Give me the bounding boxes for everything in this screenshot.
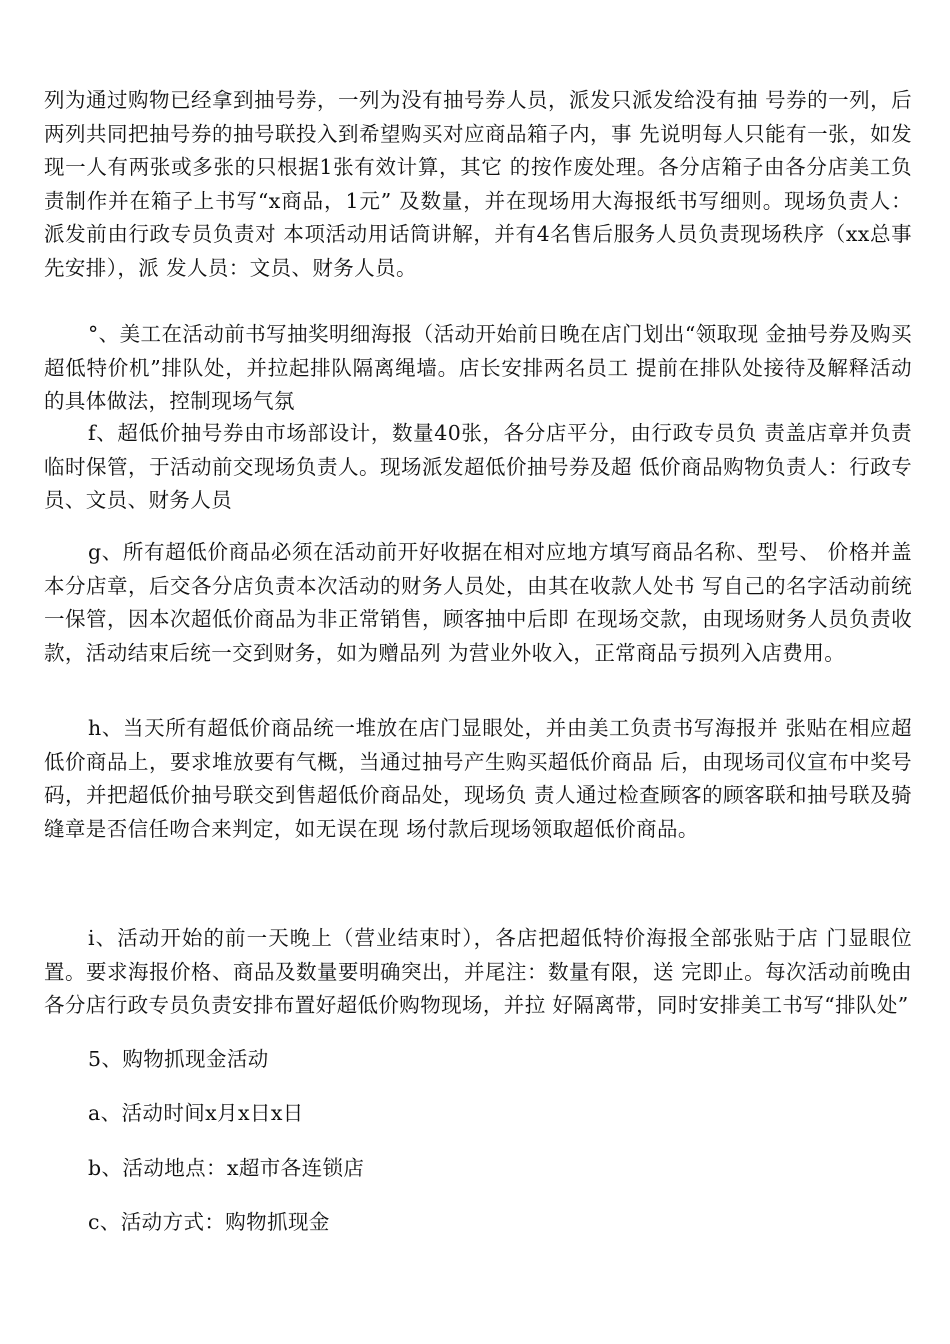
paragraph-queue-rules: 列为通过购物已经拿到抽号券，一列为没有抽号券人员，派发只派发给没有抽 号券的一列，后两列共同把抽号券的抽号联投入到希望购买对应商品箱子内，事 先说明每人只能有一张，如发现一人有两张或多张的只根据1张有效计算，其它 的按作废处理。各分店箱子由各分店美工负责制作并在箱子上书写“x商品，1元” 及数量，并在现场用大海报纸书写细则。现场负责人：派发前由行政专员负责对 本项活动用话筒讲解，并有4名售后服务人员负责现场秩序（xx总事先安排），派 发人员：文员、财务人员。 (44, 88, 912, 280)
section-heading-cash-grab: 5、购物抓现金活动 (88, 1047, 269, 1071)
paragraph-poster-item: °、美工在活动前书写抽奖明细海报（活动开始前日晚在店门划出“领取现 金抽号券及购买超低特价机”排队处，并拉起排队隔离绳墙。店长安排两名员工 提前在排队处接待及解释活动的具体做法，控制现场气氛 (44, 322, 912, 413)
paragraph-item-f: f、超低价抽号券由市场部设计，数量40张，各分店平分，由行政专员负 责盖店章并负责临时保管，于活动前交现场负责人。现场派发超低价抽号券及超 低价商品购物负责人：行政专员、文员、财务人员 (44, 421, 912, 512)
line-activity-location: b、活动地点：x超市各连锁店 (88, 1156, 365, 1180)
line-activity-method: c、活动方式：购物抓现金 (88, 1210, 330, 1234)
paragraph-item-i: i、活动开始的前一天晚上（营业结束时），各店把超低特价海报全部张贴于店 门显眼位置。要求海报价格、商品及数量要明确突出，并尾注：数量有限，送 完即止。每次活动前晚由各分店行政专员负责安排布置好超低价购物现场，并拉 好隔离带，同时安排美工书写“排队处” (44, 926, 912, 1017)
line-activity-time: a、活动时间x月x日x日 (88, 1101, 304, 1125)
paragraph-item-h: h、当天所有超低价商品统一堆放在店门显眼处，并由美工负责书写海报并 张贴在相应超低价商品上，要求堆放要有气概，当通过抽号产生购买超低价商品 后，由现场司仪宣布中奖号码，并把超低价抽号联交到售超低价商品处，现场负 责人通过检查顾客的顾客联和抽号联及骑缝章是否信任吻合来判定，如无误在现 场付款后现场领取超低价商品。 (44, 716, 912, 841)
paragraph-item-g: g、所有超低价商品必须在活动前开好收据在相对应地方填写商品名称、型号、 价格并盖本分店章，后交各分店负责本次活动的财务人员处，由其在收款人处书 写自己的名字活动前统一保管，因本次超低价商品为非正常销售，顾客抽中后即 在现场交款，由现场财务人员负责收款，活动结束后统一交到财务，如为赠品列 为营业外收入，正常商品亏损列入店费用。 (44, 540, 912, 665)
